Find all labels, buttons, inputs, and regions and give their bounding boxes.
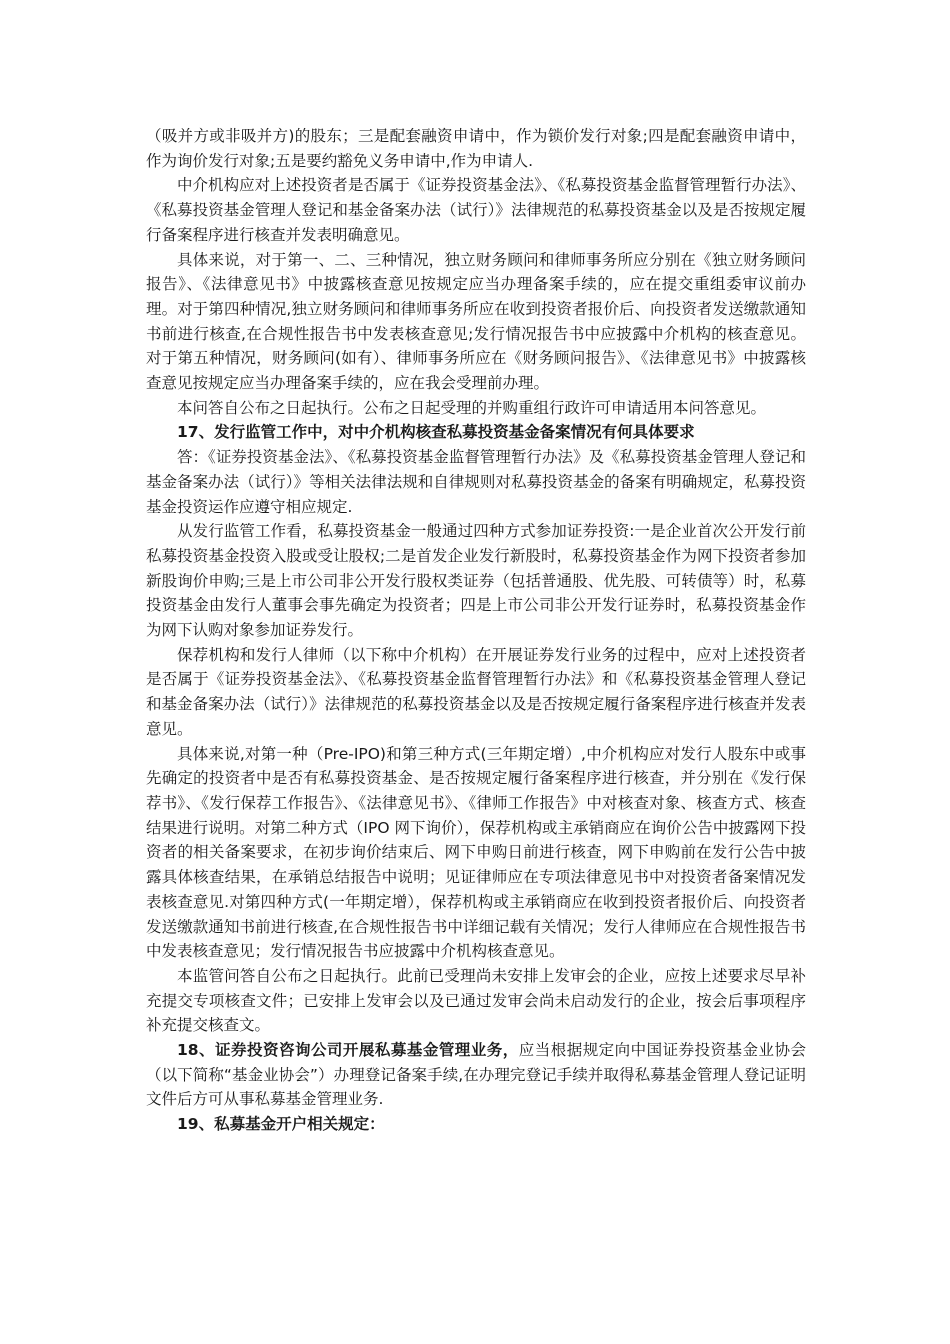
paragraph-text: 具体来说，对于第一、二、三种情况，独立财务顾问和律师事务所应分别在《独立财务顾问报告》、《法律意见书》中披露核查意见按规定应当办理备案手续的，应在提交重组委审议前办理。对于第四种情况,独立财务顾问和律师事务所应在收到投资者报价后、向投资者发送缴款通知书前进行核查,在合规性报告书中发表核查意见;发行情况报告书中应披露中介机构的核查意见。对于第五种情况，财务顾问(如有）、律师事务所应在《财务顾问报告》、《法律意见书》中披露核查意见按规定应当办理备案手续的，应在我会受理前办理。 xyxy=(146,250,806,393)
paragraph-text: 应当根据规定向中国证券投资基金业协会（以下简称“基金业协会”）办理登记备案手续,在办理完登记手续并取得私募基金管理人登记证明文件后方可从事私募基金管理业务. xyxy=(146,1041,806,1109)
paragraph-four-methods xyxy=(146,519,806,643)
document-page xyxy=(146,124,806,1137)
paragraph-text: 保荐机构和发行人律师（以下称中介机构）在开展证券发行业务的过程中，应对上述投资者是否属于《证券投资基金法》、《私募投资基金监督管理暂行办法》和《私募投资基金管理人登记和基金备案办法（试行）》法律规范的私募投资基金以及是否按规定履行备案程序进行核查并发表意见。 xyxy=(146,645,806,738)
paragraph-text: 本监管问答自公布之日起执行。此前已受理尚未安排上发审会的企业，应按上述要求尽早补充提交专项核查文件；已安排上发审会以及已通过发审会尚未启动发行的企业，按会后事项程序补充提交核查文。 xyxy=(146,966,806,1035)
paragraph-text: 中介机构应对上述投资者是否属于《证券投资基金法》、《私募投资基金监督管理暂行办法》、《私募投资基金管理人登记和基金备案办法（试行）》法律规范的私募投资基金以及是否按规定履行备案程序进行核查并发表明确意见。 xyxy=(146,176,806,244)
heading-text: 19、私募基金开户相关规定： xyxy=(177,1115,385,1134)
paragraph-effective-date xyxy=(146,396,806,421)
paragraph-text: 答：《证券投资基金法》、《私募投资基金监督管理暂行办法》及《私募投资基金管理人登记和基金备案办法（试行）》等相关法律法规和自律规则对私募投资基金的备案有明确规定，私募投资基金投资运作应遵守相应规定. xyxy=(146,448,806,516)
paragraph-answer-17 xyxy=(146,445,806,519)
heading-question-17 xyxy=(146,420,806,445)
heading-text: 17、发行监管工作中，对中介机构核查私募投资基金备案情况有何具体要求 xyxy=(177,423,695,442)
paragraph-text: 具体来说,对第一种（Pre-IPO)和第三种方式(三年期定增）,中介机构应对发行人股东中或事先确定的投资者中是否有私募投资基金、是否按规定履行备案程序进行核查，并分别在《发行保荐书》、《发行保荐工作报告》、《法律意见书》、《律师工作报告》中对核查对象、核查方式、核查结果进行说明。对第二种方式（IPO 网下询价），保荐机构或主承销商应在询价公告中披露网下投资者的相关备案要求，在初步询价结束后、网下申购日前进行核查，网下申购前在发行公告中披露具体核查结果，在承销总结报告中说明；见证律师应在专项法律意见书中对投资者备案情况发表核查意见.对第四种方式(一年期定增），保荐机构或主承销商应在收到投资者报价后、向投资者发送缴款通知书前进行核查,在合规性报告书中详细记载有关情况；发行人律师应在合规性报告书中发表核查意见；发行情况报告书应披露中介机构核查意见。 xyxy=(146,744,806,961)
heading-item-19 xyxy=(146,1112,806,1137)
paragraph-text: （吸并方或非吸并方)的股东；三是配套融资申请中，作为锁价发行对象;四是配套融资申请中，作为询价发行对象;五是要约豁免义务申请中,作为申请人. xyxy=(146,127,806,170)
paragraph-text: 从发行监管工作看，私募投资基金一般通过四种方式参加证券投资:一是企业首次公开发行前私募投资基金投资入股或受让股权;二是首发企业发行新股时，私募投资基金作为网下投资者参加新股询价申购;三是上市公司非公开发行股权类证券（包括普通股、优先股、可转债等）时，私募投资基金由发行人董事会事先确定为投资者；四是上市公司非公开发行证券时，私募投资基金作为网下认购对象参加证券发行。 xyxy=(146,522,806,640)
paragraph-specific-cases xyxy=(146,248,806,396)
paragraph-supervision-effective xyxy=(146,964,806,1038)
paragraph-text: 本问答自公布之日起执行。公布之日起受理的并购重组行政许可申请适用本问答意见。 xyxy=(177,398,767,417)
paragraph-item-18 xyxy=(146,1038,806,1112)
item-18-bold-lead: 18、证券投资咨询公司开展私募基金管理业务， xyxy=(177,1041,519,1060)
paragraph-specific-methods xyxy=(146,742,806,964)
paragraph-sponsor-lawyer xyxy=(146,643,806,742)
paragraph-intermediary-verification xyxy=(146,173,806,247)
paragraph-shareholder-cases xyxy=(146,124,806,173)
